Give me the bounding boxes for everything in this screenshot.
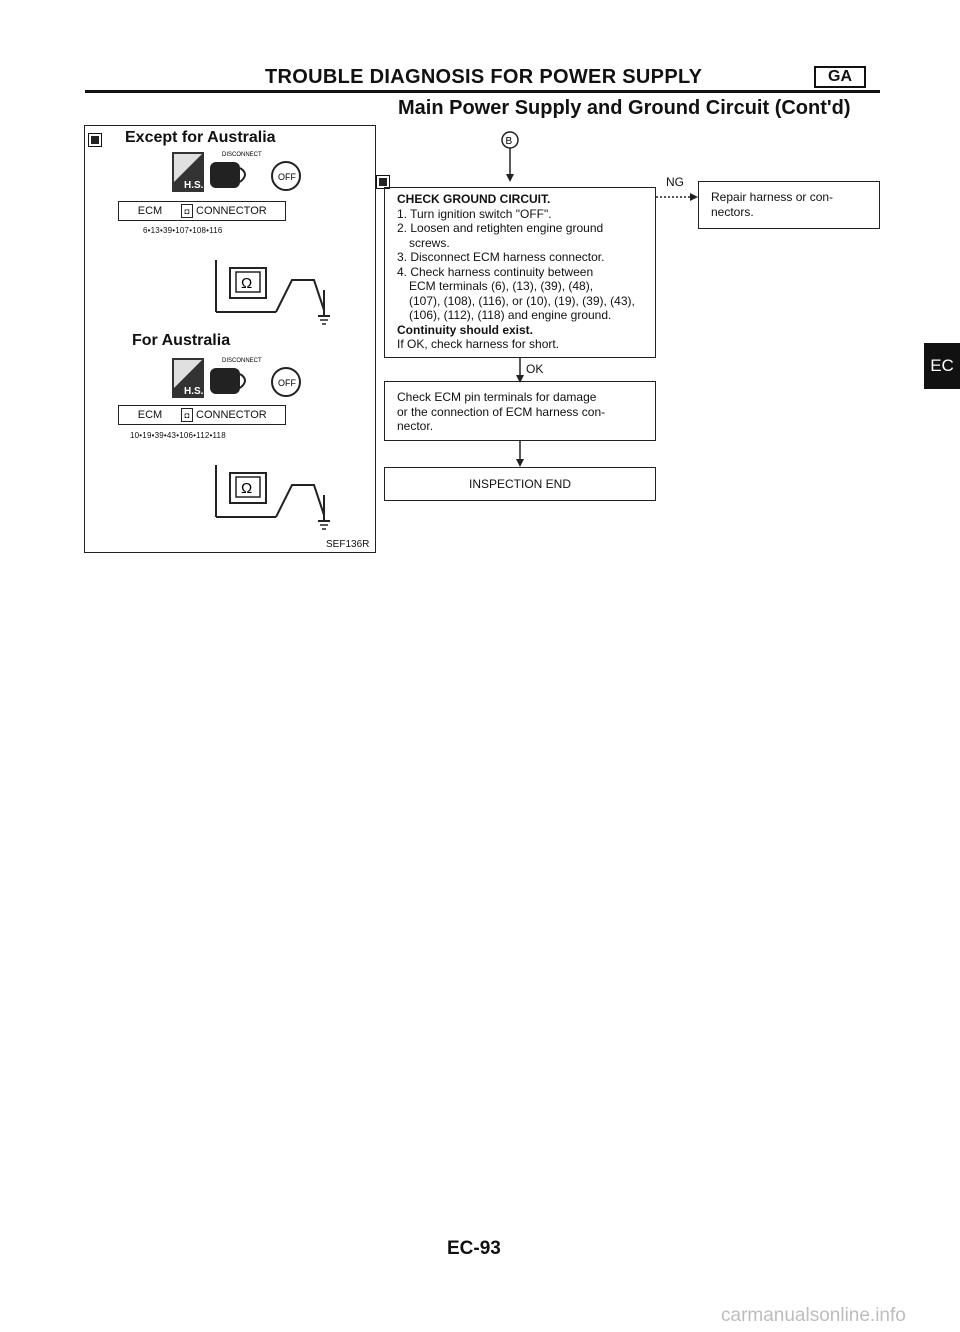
section-tab: EC <box>924 343 960 389</box>
step-h-marker-icon <box>88 133 102 147</box>
disconnect-label: DISCONNECT <box>222 152 262 158</box>
ohm-symbol: Ω <box>241 480 253 497</box>
check-title: CHECK GROUND CIRCUIT. <box>397 192 551 206</box>
check-step: 2. Loosen and retighten engine ground <box>397 221 604 235</box>
repair-text: Repair harness or con- <box>711 190 834 204</box>
check-step: 4. Check harness continuity between <box>397 264 594 279</box>
repair-box <box>698 181 880 229</box>
check-ecm-text: or the connection of ECM harness con- <box>397 404 606 419</box>
hs-label: H.S. <box>184 180 204 191</box>
ok-arrow <box>513 357 527 383</box>
connector-label: CONNECTOR <box>196 409 267 421</box>
figure-code: SEF136R <box>326 539 370 550</box>
connector-label: CONNECTOR <box>196 205 267 217</box>
section-title: Except for Australia <box>125 129 276 146</box>
step-ref-label: B <box>505 136 513 147</box>
svg-text:OFF: OFF <box>278 172 296 182</box>
ng-arrow <box>656 190 698 204</box>
pin-list: 6•13•39•107•108•116 <box>143 226 223 235</box>
check-ecm-text: Check ECM pin terminals for damage <box>397 390 597 404</box>
page-title: TROUBLE DIAGNOSIS FOR POWER SUPPLY <box>265 66 703 88</box>
ohmmeter-diagram <box>196 250 336 330</box>
check-ecm-box <box>384 381 656 441</box>
check-step: 1. Turn ignition switch "OFF". <box>397 206 552 221</box>
check-step: (106), (112), (118) and engine ground. <box>409 308 612 322</box>
check-step: (107), (108), (116), or (10), (19), (39), (43), <box>409 293 635 308</box>
flow-arrow <box>513 441 527 467</box>
repair-text: nectors. <box>711 204 754 219</box>
connector-small-icon: ◘ <box>181 204 193 218</box>
inspection-end-box <box>384 467 656 501</box>
inspection-end-text: INSPECTION END <box>468 476 571 491</box>
ng-label: NG <box>666 175 684 189</box>
ecm-label: ECM <box>137 409 163 421</box>
check-ecm-text: nector. <box>397 419 434 433</box>
watermark: carmanualsonline.info <box>721 1305 906 1326</box>
ecm-connector-bar <box>118 201 286 221</box>
step-ref-connector <box>490 130 530 182</box>
connector-small-icon: ◘ <box>181 408 193 422</box>
ohmmeter-diagram <box>196 455 336 535</box>
check-ground-circuit-box <box>384 187 656 358</box>
svg-text:OFF: OFF <box>278 378 296 388</box>
page-number: EC-93 <box>447 1238 501 1259</box>
page-subtitle: Main Power Supply and Ground Circuit (Cont'd) <box>398 97 851 119</box>
connector-icon <box>210 368 240 394</box>
ok-label: OK <box>526 362 544 376</box>
check-step: If OK, check harness for short. <box>397 337 560 351</box>
check-step: ECM terminals (6), (13), (39), (48), <box>409 279 594 293</box>
connector-icon <box>210 162 240 188</box>
pin-list: 10•19•39•43•106•112•118 <box>130 431 226 440</box>
check-step: 3. Disconnect ECM harness connector. <box>397 250 605 264</box>
engine-badge: GA <box>814 66 866 88</box>
disconnect-icons <box>170 354 310 404</box>
header-rule <box>85 90 880 93</box>
section-title: For Australia <box>132 332 231 349</box>
disconnect-icons <box>170 148 310 198</box>
ecm-connector-bar <box>118 405 286 425</box>
ohm-symbol: Ω <box>241 275 253 292</box>
ecm-label: ECM <box>137 205 163 217</box>
disconnect-label: DISCONNECT <box>222 358 262 364</box>
check-step: screws. <box>409 235 450 250</box>
hs-label: H.S. <box>184 386 204 397</box>
check-requirement: Continuity should exist. <box>397 322 534 337</box>
